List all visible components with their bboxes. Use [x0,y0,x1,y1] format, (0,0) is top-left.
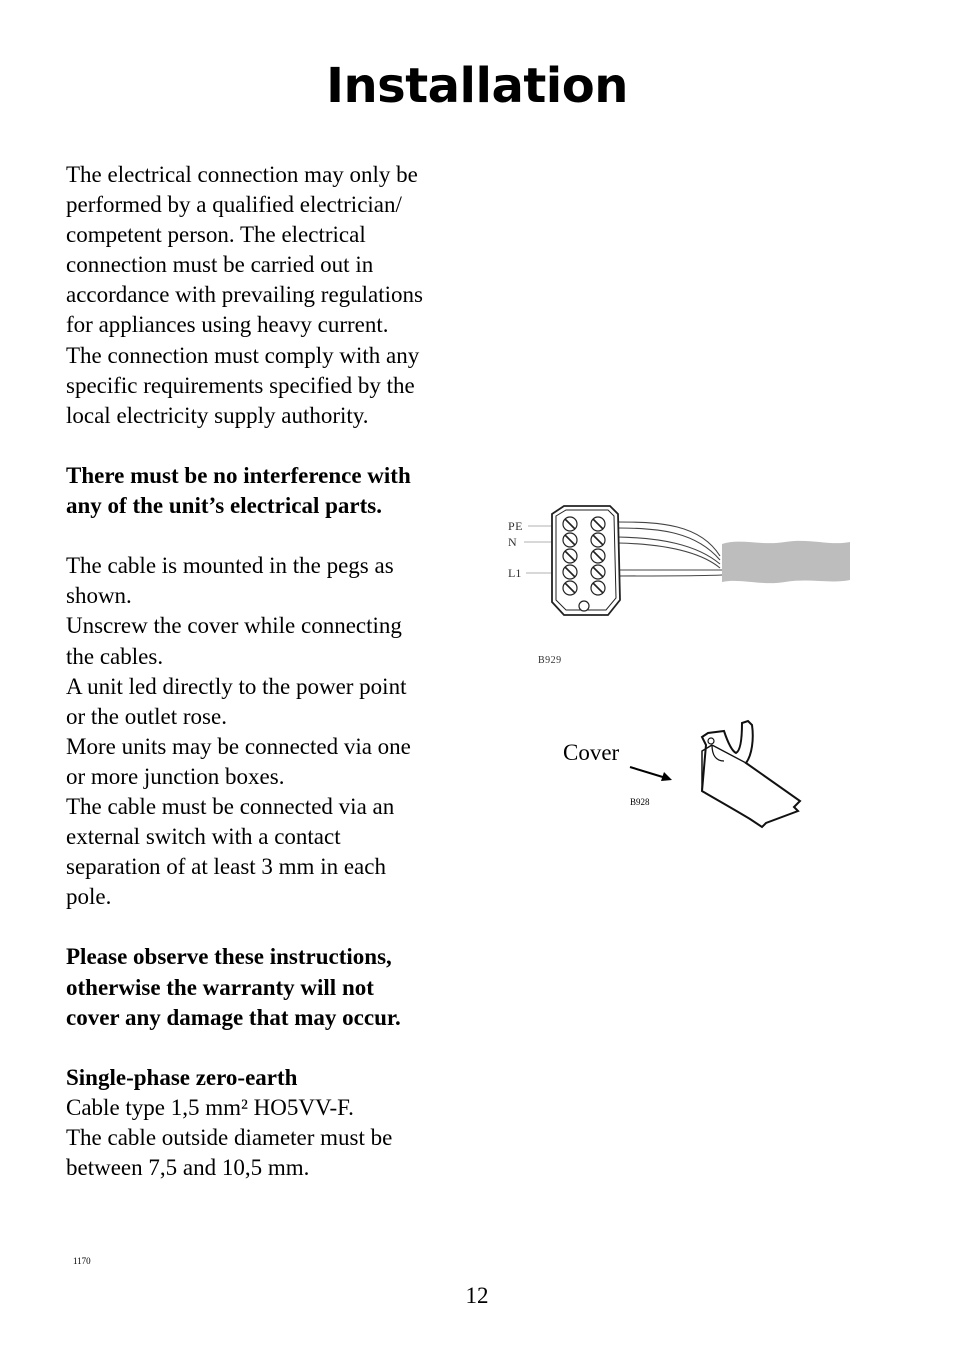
terminal-figure-code: B929 [538,655,562,666]
text-line: More units may be connected via one [66,733,411,759]
text-line: any of the unit’s electrical parts. [66,493,382,519]
text-line: otherwise the warranty will not [66,974,374,1000]
text-line: competent person. The electrical [66,222,366,248]
text-line: Please observe these instructions, [66,944,392,970]
text-line: The cable is mounted in the pegs as [66,553,394,579]
text-line: accordance with prevailing regulations [66,282,423,308]
text-column [66,160,458,1183]
text-line: Cable type 1,5 mm² HO5VV-F. [66,1094,354,1120]
text-line: performed by a qualified electrician/ [66,192,402,218]
cover-diagram [620,715,810,830]
intro-paragraph [66,160,458,431]
spec-heading: Single-phase zero-earth [66,1064,298,1090]
text-line: between 7,5 and 10,5 mm. [66,1155,310,1181]
text-line: for appliances using heavy current. [66,312,389,338]
text-line: external switch with a contact [66,824,341,850]
warning-paragraph [66,461,458,521]
warranty-notice [66,942,458,1032]
text-line: The electrical connection may only be [66,162,418,187]
text-line: connection must be carried out in [66,252,374,278]
document-code: 1170 [73,1256,91,1266]
text-line: A unit led directly to the power point [66,673,407,699]
terminal-block-diagram [500,500,860,630]
text-line: or more junction boxes. [66,763,285,789]
text-line: specific requirements specified by the [66,372,415,398]
terminal-label-l1: L1 [508,566,522,580]
page-title: Installation [326,58,628,114]
text-line: The cable must be connected via an [66,793,395,819]
text-line: shown. [66,583,132,609]
mounting-paragraph [66,551,458,912]
text-line: Unscrew the cover while connecting [66,613,402,639]
cable-spec [66,1063,458,1183]
cover-label: Cover [563,740,620,765]
page-number: 12 [465,1283,489,1308]
text-line: or the outlet rose. [66,703,227,729]
cover-figure-code: B928 [630,797,650,807]
text-line: The cable outside diameter must be [66,1125,393,1150]
text-line: local electricity supply authority. [66,402,369,428]
text-line: separation of at least 3 mm in each [66,854,386,880]
text-line: cover any damage that may occur. [66,1004,401,1030]
terminal-label-n: N [508,535,517,549]
text-line: There must be no interference with [66,462,411,488]
terminal-label-pe: PE [508,519,524,533]
text-line: the cables. [66,643,164,669]
text-line: The connection must comply with any [66,342,420,368]
text-line: pole. [66,884,112,910]
